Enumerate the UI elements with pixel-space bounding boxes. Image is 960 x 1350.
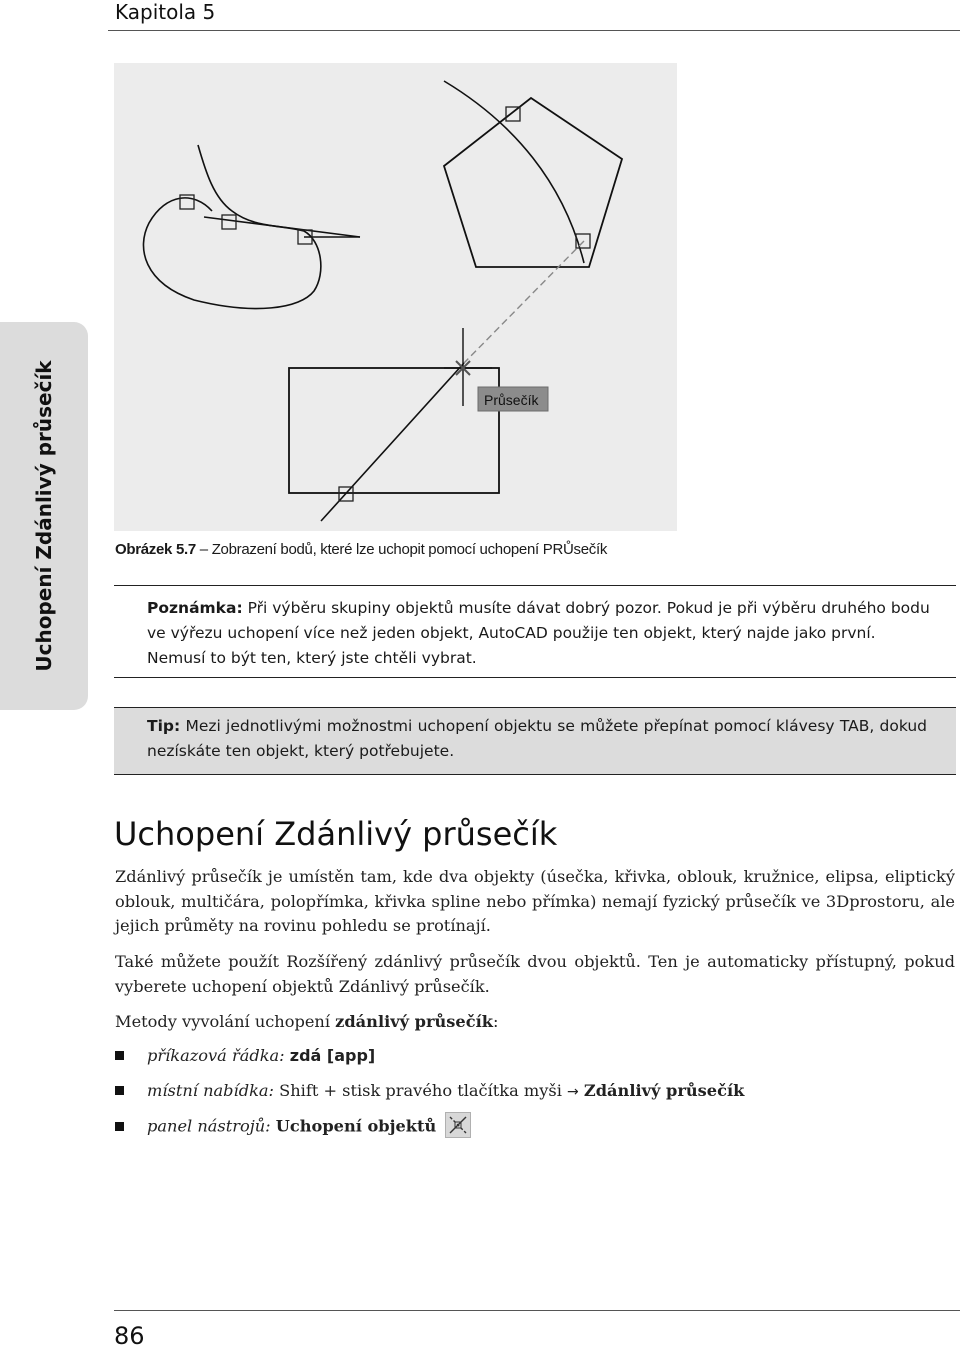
note-label: Poznámka: [147,599,243,617]
snap-marker [222,215,236,229]
figure-drawing [114,63,677,531]
diagonal-line [321,363,464,521]
bullet-square-icon [115,1051,124,1060]
list-item: panel nástrojů: Uchopení objektů [115,1114,471,1140]
tip-text: Mezi jednotlivými možnostmi uchopení objektu se můžete přepínat pomocí klávesy TAB, dokud nezískáte ten objekt, který potřebujete. [147,717,927,760]
tip [147,714,927,764]
arrow-right-icon: → [567,1084,579,1100]
page-number: 86 [114,1322,145,1350]
bullet-square-icon [115,1122,124,1131]
paragraph-2: Také můžete použít Rozšířený zdánlivý průsečík dvou objektů. Ten je automaticky přístupný, pokud vyberete uchopení objektů Zdánlivý průsečík. [115,952,955,996]
tooltip-text: Průsečík [484,392,539,408]
paragraph-1: Zdánlivý průsečík je umístěn tam, kde dva objekty (úsečka, křivka, oblouk, kružnice, elipsa, eliptický oblouk, multičára, polopřímka, křivka spline nebo přímka) nemají fyzický průsečík ve 3Dprostoru, ale jejich průměty na rovinu pohledu se protínají. [115,867,955,935]
spline-curve [143,145,320,309]
side-tab-label: Uchopení Zdánlivý průsečík [32,360,56,672]
bullet-label: místní nabídka: [147,1081,274,1100]
bullet-label: příkazová řádka: [147,1046,285,1065]
paragraph-3: Metody vyvolání uchopení zdánlivý průsečík: [115,1012,499,1031]
cad-drawing [114,63,677,531]
header-rule [108,30,960,31]
list-item: místní nabídka: Shift + stisk pravého tlačítka myši → Zdánlivý průsečík [115,1079,744,1104]
rectangle [289,368,499,493]
tip-label: Tip: [147,717,181,735]
pentagon [444,98,622,267]
bullet-square-icon [115,1086,124,1095]
caption-text: – Zobrazení bodů, které lze uchopit pomocí uchopení PRŮsečík [195,541,608,558]
dashed-line [464,241,584,363]
note-top-rule [114,585,956,586]
list-item [115,1044,375,1068]
note-text: Při výběru skupiny objektů musíte dávat dobrý pozor. Pokud je při výběru druhého bodu ve výřezu uchopení více než jeden objekt, AutoCAD použije ten objekt, který najde jako první. Nemusí to být ten, který jste chtěli vybrat. [147,599,930,667]
figure-caption [115,541,607,558]
bullet-label: panel nástrojů: [147,1116,271,1136]
note-bottom-rule [114,677,956,678]
chapter-header: Kapitola 5 [115,0,216,24]
caption-label: Obrázek 5.7 [115,541,196,558]
line-segment [204,217,360,237]
section-title: Uchopení Zdánlivý průsečík [114,815,558,853]
apparent-intersection-snap-icon [445,1112,471,1138]
arc [444,81,584,263]
command-value: zdá [app] [289,1046,376,1065]
footer-rule [114,1310,960,1311]
note-box [147,596,937,671]
